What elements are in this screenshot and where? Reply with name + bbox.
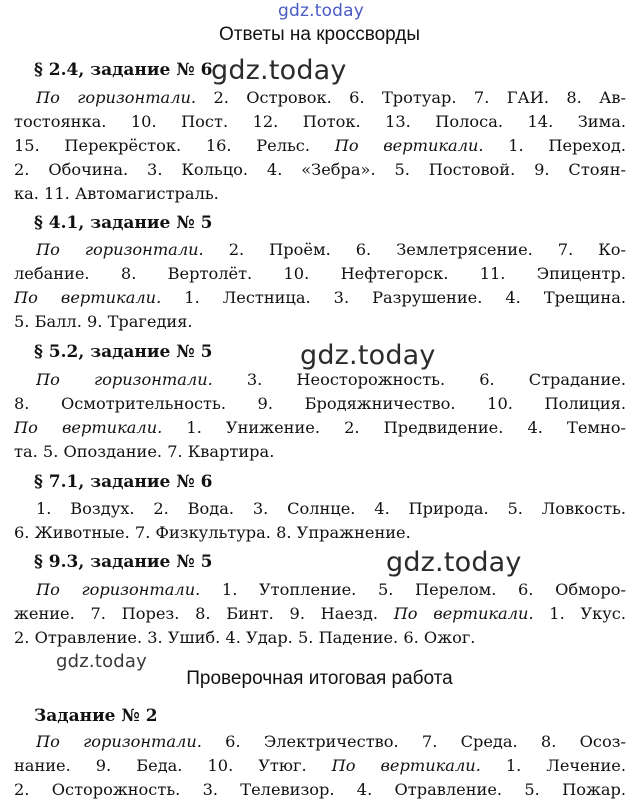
section-heading-9-3: § 9.3, задание № 5 [34,552,213,572]
section-heading-5-2: § 5.2, задание № 5 [34,342,213,362]
text-line: 1. Воздух. 2. Вода. 3. Солнце. 4. Природа. 5. Ловкость. [36,499,626,518]
text-line: По горизонтали. 3. Неосторожность. 6. Страдание. [36,370,626,389]
section-title-final-test: Проверочная итоговая работа [186,668,453,689]
watermark-d: gdz.today [56,651,148,672]
text-line: тостоянка. 10. Пост. 12. Поток. 13. Полоса. 14. Зима. [14,112,626,131]
watermark-b: gdz.today [300,340,436,371]
text-line: 8. Осмотрительность. 9. Бродяжничество. 10. Полиция. [14,394,626,413]
watermark-a: gdz.today [211,55,347,86]
text-line: 15. Перекрёсток. 16. Рельс. По вертикали. 1. Переход. [14,136,626,155]
text-line: 2. Обочина. 3. Кольцо. 4. «Зебра». 5. Постовой. 9. Стоян- [14,160,626,179]
text-line: По горизонтали. 6. Электричество. 7. Среда. 8. Осоз- [36,732,626,751]
section-heading-7-1: § 7.1, задание № 6 [34,472,213,492]
text-line: жение. 7. Порез. 8. Бинт. 9. Наезд. По вертикали. 1. Укус. [14,604,626,623]
text-line: 2. Осторожность. 3. Телевизор. 4. Отравление. 5. Пожар. [14,780,626,799]
text-line: ка. 11. Автомагистраль. [14,184,219,203]
text-line: та. 5. Опоздание. 7. Квартира. [14,442,275,461]
text-line: По вертикали. 1. Лестница. 3. Разрушение. 4. Трещина. [14,288,626,307]
section-heading-4-1: § 4.1, задание № 5 [34,213,213,233]
text-line: 5. Балл. 9. Трагедия. [14,312,193,331]
text-line: нание. 9. Беда. 10. Утюг. По вертикали. 1. Лечение. [14,756,626,775]
text-line: По горизонтали. 2. Островок. 6. Тротуар. 7. ГАИ. 8. Ав- [36,88,626,107]
text-line: 6. Животные. 7. Физкультура. 8. Упражнение. [14,523,411,542]
text-line: По горизонтали. 1. Утопление. 5. Перелом. 6. Обморо- [36,580,626,599]
text-line: 2. Отравление. 3. Ушиб. 4. Удар. 5. Падение. 6. Ожог. [14,628,476,647]
text-line: лебание. 8. Вертолёт. 10. Нефтегорск. 11. Эпицентр. [14,264,626,283]
section-heading-2-4: § 2.4, задание № 6 [34,60,213,80]
text-line: По вертикали. 1. Унижение. 2. Предвидение. 4. Темно- [14,418,626,437]
text-line: По горизонтали. 2. Проём. 6. Землетрясение. 7. Ко- [36,240,626,259]
watermark-c: gdz.today [386,547,522,578]
page-title: Ответы на кроссворды [218,24,421,45]
watermark-top: gdz.today [278,1,365,21]
task-heading: Задание № 2 [34,706,158,726]
